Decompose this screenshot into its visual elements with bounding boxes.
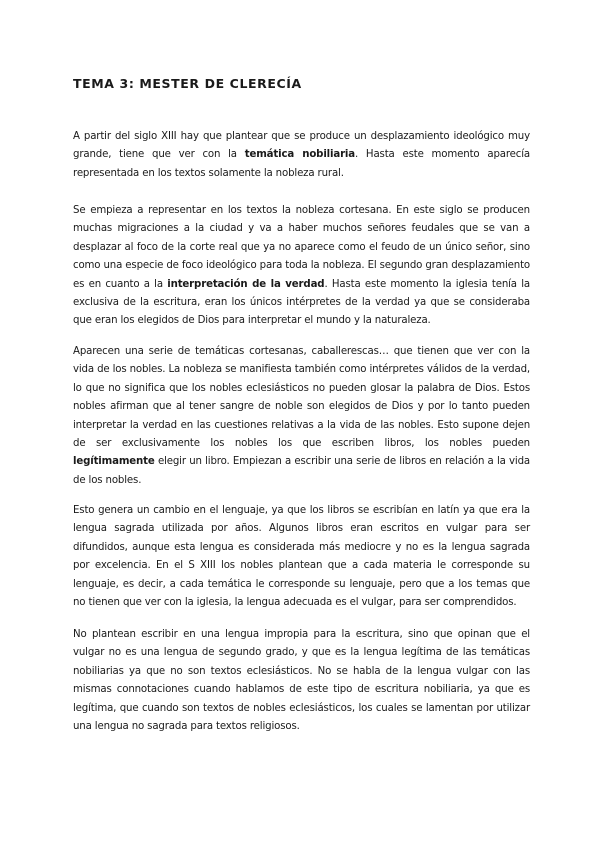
- paragraph: [73, 626, 530, 736]
- paragraph: [73, 502, 530, 612]
- paragraph-text: No plantean escribir en una lengua impropia para la escritura, sino que opinan que el vulgar no es una lengua de segundo grado, y que es la lengua legítima de las temáticas nobiliarias ya que no son textos eclesiásticos. No se habla de la lengua vulgar con las mismas connotaciones cuando hablamos de este tipo de escritura nobiliaria, ya que es legítima, que cuando son textos de nobles eclesiásticos, los cuales se lamentan por utilizar una lengua no sagrada para textos religiosos.: [73, 629, 530, 733]
- paragraph-text: . Hasta este momento la iglesia tenía la exclusiva de la escritura, eran los únicos intérpretes de la verdad ya que se consideraba que eran los elegidos de Dios para interpretar el mundo y la naturaleza.: [73, 278, 530, 327]
- paragraph: [73, 343, 530, 490]
- paragraph-text: Se empieza a representar en los textos la nobleza cortesana. En este siglo se producen muchas migraciones a la ciudad y va a haber muchos señores feudales que se van a desplazar al foco de la corte real que ya no aparece como el feudo de un único señor, sino como una especie de foco ideológico para toda la nobleza. El segundo gran desplazamiento es en cuanto a la: [73, 205, 530, 290]
- paragraph: [73, 202, 530, 331]
- highlighted-term: temática nobiliaria: [244, 149, 356, 161]
- highlighted-term: legítimamente: [73, 456, 155, 468]
- paragraph: [73, 128, 530, 183]
- paragraph-text: . Hasta este momento aparecía representada en los textos solamente la nobleza rural.: [73, 149, 531, 179]
- paragraph-text: Esto genera un cambio en el lenguaje, ya que los libros se escribían en latín ya que era la lengua sagrada utilizada por años. Algunos libros eran escritos en vulgar para ser difundidos, aunque esta lengua es considerada más mediocre y no es la lengua sagrada por excelencia. En el S XIII los nobles plantean que a cada materia le corresponde su lenguaje, es decir, a cada temática le corresponde su lenguaje, pero que a los temas que no tienen que ver con la iglesia, la lengua adecuada es el vulgar, para ser comprendidos.: [73, 505, 530, 609]
- document-title: TEMA 3: MESTER DE CLERECÍA: [73, 76, 302, 91]
- paragraph-text: elegir un libro. Empiezan a escribir una serie de libros en relación a la vida de los nobles.: [73, 456, 530, 486]
- paragraph-text: Aparecen una serie de temáticas cortesanas, caballerescas… que tienen que ver con la vida de los nobles. La nobleza se manifiesta también como intérpretes válidos de la verdad, lo que no significa que los nobles eclesiásticos no pueden glosar la palabra de Dios. Estos nobles afirman que al tener sangre de noble son elegidos de Dios y por lo tanto pueden interpretar la verdad en las cuestiones relativas a la vida de las nobles. Esto supone dejen de ser exclusivamente los nobles los que escriben libros, los nobles pueden: [73, 346, 530, 450]
- paragraph-text: A partir del siglo XIII hay que plantear que se produce un desplazamiento ideológico muy grande, tiene que ver con la: [73, 131, 530, 161]
- highlighted-term: interpretación de la verdad: [167, 278, 325, 290]
